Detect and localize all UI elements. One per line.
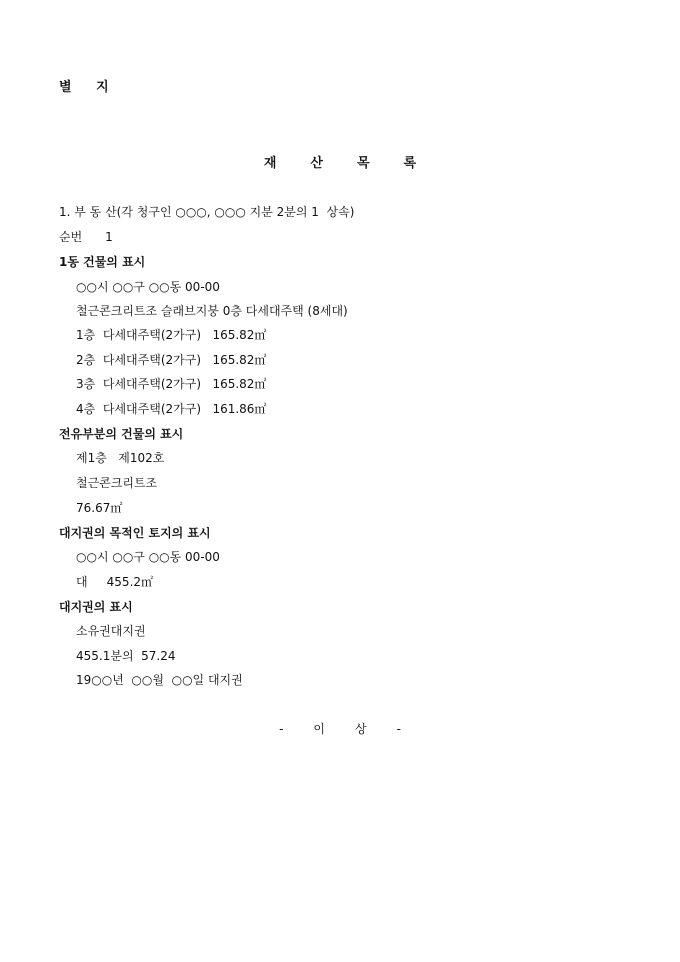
land-address: ○○시 ○○구 ○○동 00-00	[76, 550, 220, 564]
serial-number: 순번 1	[59, 230, 113, 244]
floor-line: 2층 다세대주택(2가구) 165.82㎡	[76, 353, 267, 367]
property-heading-line: 1. 부 동 산(각 청구인 ○○○, ○○○ 지분 2분의 1 상속)	[59, 205, 355, 219]
land-right-ratio: 455.1분의 57.24	[76, 649, 176, 663]
floor-line: 1층 다세대주택(2가구) 165.82㎡	[76, 328, 267, 342]
exclusive-heading: 전유부분의 건물의 표시	[59, 427, 184, 441]
exclusive-unit: 제1층 제102호	[76, 451, 165, 465]
land-area: 대 455.2㎡	[76, 575, 154, 589]
land-right-heading: 대지권의 표시	[59, 600, 133, 614]
land-heading: 대지권의 목적인 토지의 표시	[59, 526, 211, 540]
exclusive-structure: 철근콘크리트조	[76, 476, 158, 490]
land-right-date: 19○○년 ○○월 ○○일 대지권	[76, 673, 243, 687]
floor-line: 3층 다세대주택(2가구) 165.82㎡	[76, 377, 267, 391]
exclusive-area: 76.67㎡	[76, 501, 123, 515]
building-structure: 철근콘크리트조 슬래브지붕 0층 다세대주택 (8세대)	[76, 304, 348, 318]
attachment-label: 별 지	[59, 80, 119, 95]
floor-line: 4층 다세대주택(2가구) 161.86㎡	[76, 402, 267, 416]
building-address: ○○시 ○○구 ○○동 00-00	[76, 280, 220, 294]
building-heading: 1동 건물의 표시	[59, 255, 146, 269]
land-right-type: 소유권대지권	[76, 624, 146, 638]
end-mark: -이상-	[279, 722, 431, 736]
document-title: 재산목록	[263, 156, 451, 171]
